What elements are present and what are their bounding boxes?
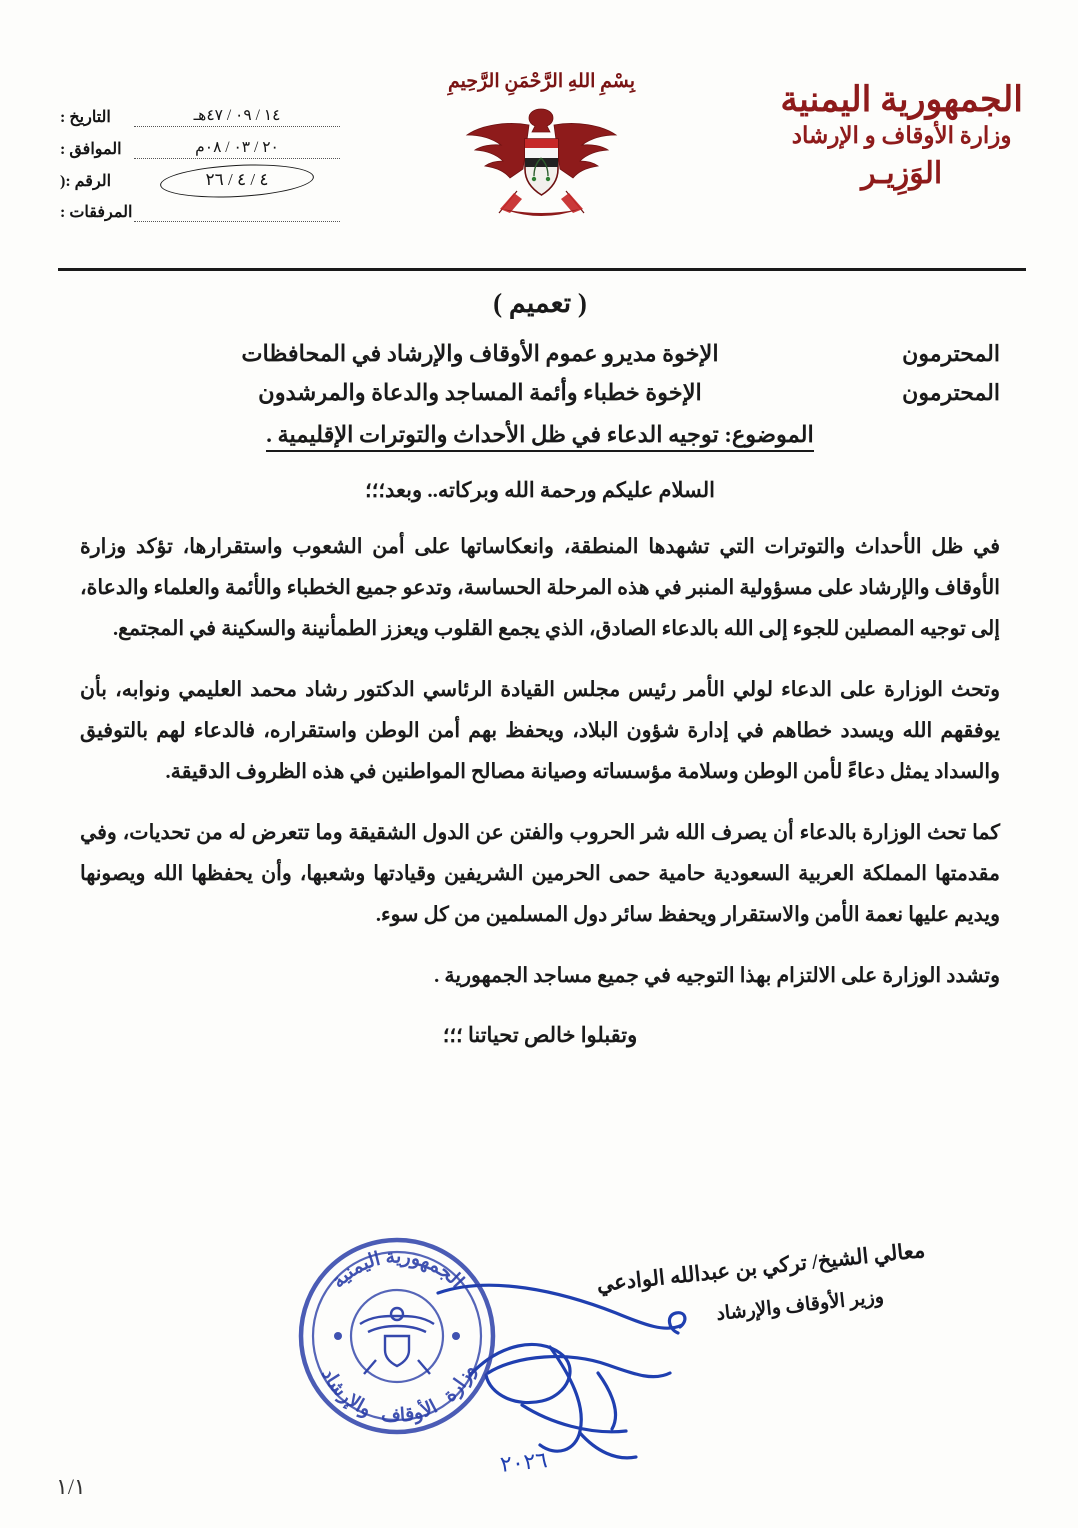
svg-text:٢٠٢٦: ٢٠٢٦ <box>498 1447 549 1477</box>
document-meta <box>60 106 340 233</box>
addressee-text-2: الإخوة خطباء وأئمة المساجد والدعاة والمرشدون <box>258 380 702 405</box>
meta-label-gregorian: الموافق : <box>60 141 122 158</box>
minister-title: الوَزِيـر <box>861 156 943 190</box>
signature-block <box>595 1238 930 1338</box>
svg-text:وزارة: وزارة <box>439 1361 480 1407</box>
closing-line: وتقبلوا خالص تحياتنا ؛؛؛ <box>442 1023 638 1047</box>
meta-value-number: ٤ / ٤ / ٢٦ <box>134 170 340 191</box>
emblem-block <box>427 70 657 220</box>
svg-text:والإرشاد: والإرشاد <box>317 1365 375 1421</box>
meta-label-attachments: المرفقات : <box>60 204 133 221</box>
document-header <box>60 70 1023 245</box>
addressee-respect-2: المحترمون <box>902 380 1000 405</box>
svg-text:الجمهورية اليمنية: الجمهورية اليمنية <box>327 1246 468 1293</box>
meta-row-date <box>60 106 340 127</box>
republic-title: الجمهورية اليمنية <box>780 80 1023 119</box>
circular-title: ( تعميم ) <box>493 288 587 318</box>
paragraph-2: وتحث الوزارة على الدعاء لولي الأمر رئيس مجلس القيادة الرئاسي الدكتور رشاد محمد العليمي ونوابه، بأن يوفقهم الله ويسدد خطاهم في إدارة شؤون البلاد، ويحفظ بهم أمن الوطن واستقراره، فالدعاء لهم بالتوفيق والسداد يمثل دعاءً لأمن الوطن وسلامة مؤسساته وصيانة مصالح المواطنين في هذه الظروف الدقيقة. <box>80 679 1000 783</box>
ministry-identity <box>780 80 1023 191</box>
subject-text: الموضوع: توجيه الدعاء في ظل الأحداث والتوترات الإقليمية . <box>266 422 814 452</box>
official-stamp-icon <box>290 1228 505 1443</box>
meta-row-number <box>60 170 340 191</box>
signatory-name: معالي الشيخ/ تركي بن عبدالله الوادعي <box>595 1237 927 1297</box>
signatory-role: وزير الأوقاف والإرشاد <box>715 1286 885 1325</box>
header-divider <box>58 268 1026 271</box>
page-number: ١/١ <box>56 1474 86 1499</box>
addressee-text-1: الإخوة مديرو عموم الأوقاف والإرشاد في المحافظات <box>241 341 719 366</box>
subject-line <box>80 422 1000 448</box>
meta-value-date: ١٤ / ٠٩ / ٤٧هـ <box>134 106 340 127</box>
meta-row-attachments <box>60 202 340 222</box>
basmala-text: بِسْمِ اللهِ الرَّحْمَنِ الرَّحِيمِ <box>447 71 636 92</box>
meta-row-gregorian <box>60 138 340 159</box>
meta-label-number: الرقم :( <box>60 173 112 190</box>
paragraph-3: كما تحث الوزارة بالدعاء أن يصرف الله شر الحروب والفتن عن الدول الشقيقة وما تتعرض له من تحديات، وفي مقدمتها المملكة العربية السعودية حامية حمى الحرمين الشريفين وقيادتها وشعبها، وأن يحفظها الله ويصونها ويديم عليها نعمة الأمن والاستقرار ويحفظ سائر دول المسلمين من كل سوء. <box>80 822 1000 926</box>
svg-text:الأوقاف: الأوقاف <box>380 1396 442 1428</box>
addressee-row-1 <box>80 341 1000 367</box>
paragraph-4: وتشدد الوزارة على الالتزام بهذا التوجيه في جميع مساجد الجمهورية . <box>434 965 1000 987</box>
ministry-name: وزارة الأوقاف و الإرشاد <box>791 123 1012 149</box>
meta-label-date: التاريخ : <box>60 109 111 126</box>
addressee-respect-1: المحترمون <box>902 341 1000 366</box>
meta-value-gregorian: ٢٠ / ٠٣ / ٠٨م <box>134 138 340 159</box>
national-emblem-icon <box>459 95 624 220</box>
meta-value-attachments <box>134 220 340 222</box>
paragraph-1: في ظل الأحداث والتوترات التي تشهدها المنطقة، وانعكاساتها على أمن الشعوب واستقرارها، تؤكد وزارة الأوقاف والإرشاد على مسؤولية المنبر في هذه المرحلة الحساسة، وتدعو جميع الخطباء والأئمة والعلماء والدعاة، إلى توجيه المصلين للجوء إلى الله بالدعاء الصادق، الذي يجمع القلوب ويعزز الطمأنينة والسكينة في المجتمع. <box>80 536 1000 640</box>
greeting-line: السلام عليكم ورحمة الله وبركاته.. وبعد؛؛؛ <box>365 478 715 502</box>
addressee-row-2 <box>80 380 1000 406</box>
document-body <box>80 288 1000 1048</box>
